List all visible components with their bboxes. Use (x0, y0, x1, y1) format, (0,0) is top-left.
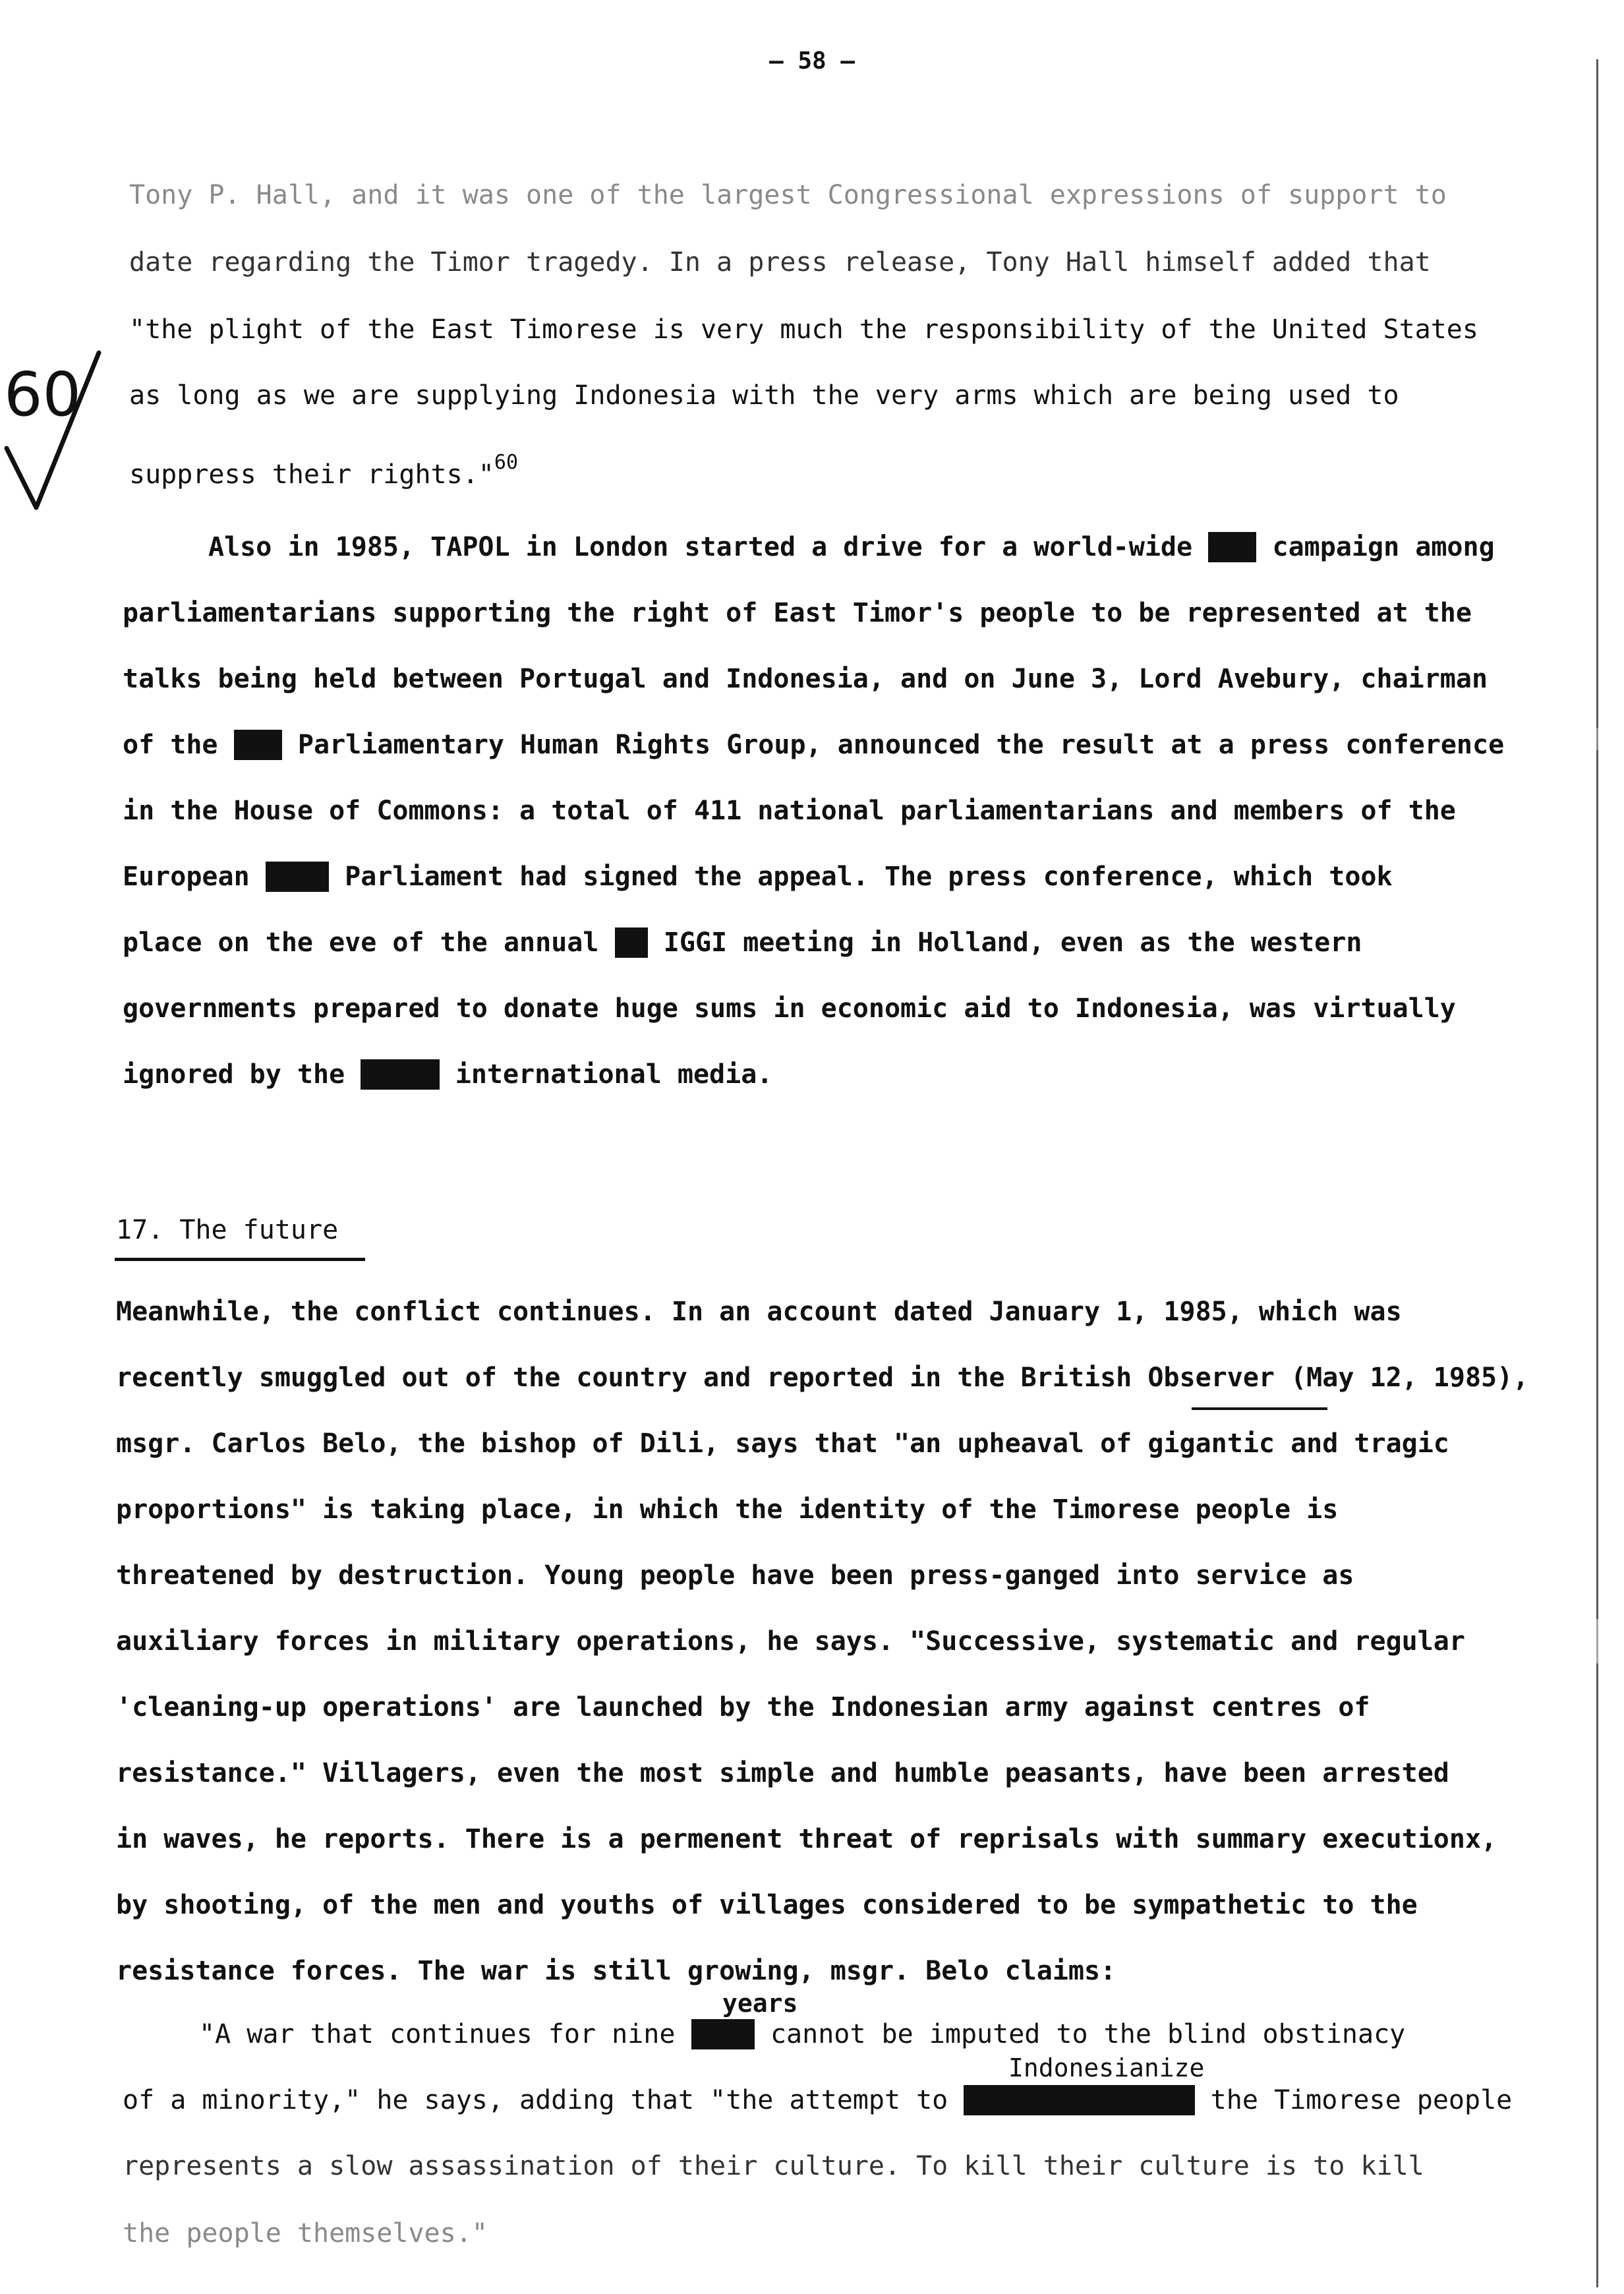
para3-line2: recently smuggled out of the country and reported in the British Observer (May 12, 1985), (116, 1363, 1529, 1393)
para2-line5: in the House of Commons: a total of 411 national parliamentarians and members of the (123, 796, 1456, 826)
strikeout: mmdim (362, 1059, 438, 1090)
page-number: — 58 — (768, 47, 856, 74)
para3-line8: resistance." Villagers, even the most simple and humble peasants, have been arrested (116, 1758, 1449, 1788)
strikeout: kndmmmmxkmmxkmm (965, 2085, 1194, 2115)
para1-line2: date regarding the Timor tragedy. In a press release, Tony Hall himself added that (129, 247, 1431, 278)
para2-line3: talks being held between Portugal and Indonesia, and on June 3, Lord Avebury, chairman (123, 664, 1488, 694)
para2-line6-b: Parliament had signed the appeal. The press conference, which took (329, 862, 1393, 892)
margin-rule (1596, 59, 1598, 2287)
heading-underline (115, 1258, 365, 1261)
para2-line4-a: of the (123, 730, 234, 760)
para2-line4 (123, 729, 1504, 761)
para3-line10: by shooting, of the men and youths of villages considered to be sympathetic to the (116, 1890, 1418, 1920)
para3-line6: auxiliary forces in military operations, he says. "Successive, systematic and regular (116, 1626, 1465, 1657)
strikeout: mm (616, 927, 647, 958)
handwritten-number: 60 (4, 359, 82, 430)
para2-line9 (123, 1059, 772, 1090)
para3-line11: resistance forces. The war is still growing, msgr. Belo claims: (116, 1956, 1116, 1986)
footnote-ref: 60 (494, 451, 519, 474)
para4-line1-a: "A war that continues for nine (199, 2019, 691, 2049)
para3-line3: msgr. Carlos Belo, the bishop of Dili, says that "an upheaval of gigantic and tragic (116, 1428, 1449, 1459)
para1-line3: "the plight of the East Timorese is very much the responsibility of the United States (129, 314, 1478, 345)
interlinear-insert-indonesianize: Indonesianize (1008, 2053, 1205, 2082)
para3-line7: 'cleaning-up operations' are launched by the Indonesian army against centres of (116, 1692, 1370, 1722)
para1-line5 (129, 447, 518, 490)
para4-line2-a: of a minority," he says, adding that "the attempt to (123, 2085, 964, 2115)
section-heading: 17. The future (116, 1215, 339, 1245)
para3-line5: threatened by destruction. Young people have been press-ganged into service as (116, 1560, 1354, 1591)
para2-line8: governments prepared to donate huge sums in economic aid to Indonesia, was virtually (123, 993, 1456, 1024)
para2-line1 (208, 531, 1495, 563)
interlinear-insert-years: years (722, 1989, 798, 2018)
para2-line9-b: international media. (439, 1059, 773, 1090)
para2-line7-b: IGGI meeting in Holland, even as the western (647, 927, 1362, 958)
para2-line1-b: campaign among (1256, 532, 1495, 562)
para4-line1 (199, 2018, 1405, 2050)
strikeout: mmm (1209, 532, 1256, 562)
para1-line4: as long as we are supplying Indonesia with the very arms which are being used to (129, 380, 1399, 411)
para2-line1-a: Also in 1985, TAPOL in London started a drive for a world-wide (208, 532, 1209, 562)
para2-line6-a: European (123, 862, 266, 892)
para2-line6 (123, 861, 1393, 893)
handwritten-check-mark (0, 349, 158, 521)
para4-line4: the people themselves." (123, 2218, 488, 2249)
para4-line2 (123, 2084, 1512, 2116)
strikeout: Baka (266, 862, 328, 892)
para2-line7-a: place on the eve of the annual (123, 927, 615, 958)
observer-underline (1192, 1407, 1327, 1410)
para4-line1-b: cannot be imputed to the blind obstinacy (754, 2019, 1406, 2049)
para2-line9-a: ignored by the (123, 1059, 361, 1090)
para2-line2: parliamentarians supporting the right of East Timor's people to be represented at the (123, 598, 1472, 628)
para2-line4-b: Parliamentary Human Rights Group, announced the result at a press conference (281, 730, 1505, 760)
para1-line1: Tony P. Hall, and it was one of the largest Congressional expressions of support to (129, 180, 1447, 210)
handwritten-check-icon (0, 349, 158, 521)
para3-line9: in waves, he reports. There is a permenent threat of reprisals with summary executionx, (116, 1824, 1497, 1854)
strikeout: Bak (235, 730, 281, 760)
para2-line7 (123, 927, 1362, 958)
strikeout: mmmm (692, 2019, 753, 2049)
para3-line4: proportions" is taking place, in which the identity of the Timorese people is (116, 1494, 1339, 1525)
para1-line5-text: suppress their rights." (129, 459, 494, 490)
para3-line1: Meanwhile, the conflict continues. In an account dated January 1, 1985, which was (116, 1297, 1402, 1327)
para4-line2-b: the Timorese people (1194, 2085, 1513, 2115)
para4-line3: represents a slow assassination of their culture. To kill their culture is to kill (123, 2151, 1424, 2181)
